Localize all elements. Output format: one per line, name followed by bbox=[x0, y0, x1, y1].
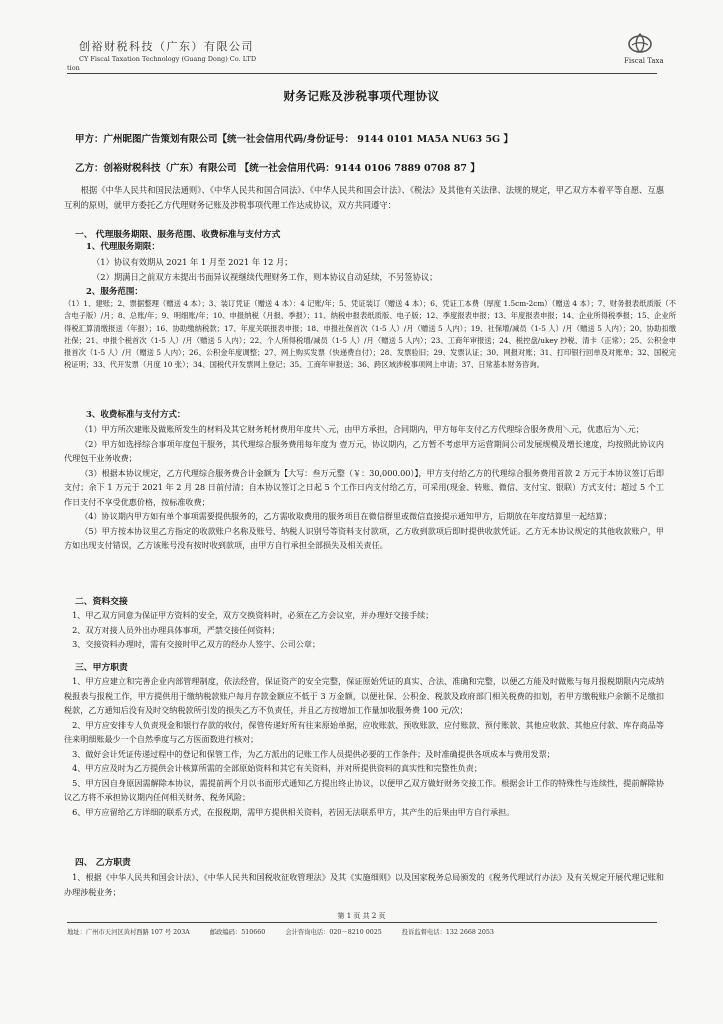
page-number: 第 1 页 共 2 页 bbox=[337, 912, 386, 920]
fee-heading: 3、收费标准与支付方式： bbox=[86, 410, 186, 420]
service-period-heading: 1、代理服务期限： bbox=[86, 242, 160, 252]
service-scope-heading: 2、服务范围： bbox=[86, 287, 143, 297]
fee-terms bbox=[64, 422, 664, 553]
duty-a-item-2: 2、甲方应安排专人负责现金和银行存款的收付，保管传递好所有往来原始单据，应收账款、预收账款、应付账款、预付账款、其他应收款、其他应付款、库存商品等往来明细账最少一个自然季度与乙方医面数进行核对； bbox=[64, 719, 664, 744]
duty-a-item-6: 6、甲方应留给乙方详细的联系方式，在报税期，需甲方提供相关资料，若因无法联系甲方，其产生的后果由甲方自行承担。 bbox=[72, 806, 515, 817]
document-title: 财务记账及涉税事项代理协议 bbox=[283, 89, 440, 103]
fee-item-3: （3）根据本协议规定，乙方代理综合服务费合计金额为【大写：叁万元整（￥：30,000.00）】，甲方支付给乙方的代理综合服务费用首款 2 万元于本协议签订后即支付；余下 1 万元于 2021 年 2 月 28 日前付清；自本协议签订之日起 5 个工作日内支付给乙方，可采用(现金、转账、微信、支付宝、银联）方式支付；超过 5 个工作日支付不享受优惠价格，按标准收费； bbox=[64, 467, 664, 507]
duty-a-item-5: 5、甲方因自身原因需解除本协议，需提前两个月以书面形式通知乙方提出终止协议，以便甲乙双方做好财务交接工作。根据会计工作的特殊性与连续性，提前解除协议乙方将不承担协议期内任何相关财务、税务风险； bbox=[64, 777, 664, 802]
party-a-duties bbox=[64, 674, 664, 819]
company-logo-icon bbox=[627, 30, 653, 56]
footer-contact bbox=[67, 927, 512, 936]
section-4-heading: 四、 乙方职责 bbox=[75, 858, 131, 868]
duty-b-item-1: 1、根据《中华人民共和国会计法》、《中华人民共和国税收征收管理法》及其《实施细则》以及国家税务总局颁发的《税务代理试行办法》及有关规定开展代理记账和办理涉税业务； bbox=[64, 872, 664, 897]
period-line-1: （1）协议有效期从 2021 年 1 月至 2021 年 12 月； bbox=[92, 257, 293, 267]
fee-item-5: （5）甲方按本协议里乙方指定的收款账户名称及账号、纳税人识别号等资料支付款项，乙方收到款项后即时提供收款凭证。乙方无本协议规定的其他收款账户，甲方如出现支付错误，乙方该账号没有按时收到款项，由甲方自行承担全部损失及相关责任。 bbox=[64, 525, 664, 550]
handover-terms bbox=[64, 608, 664, 652]
duty-a-item-4: 4、甲方应及时为乙方提供会计核算所需的全部原始资料和其它有关资料，并对所提供资料的真实性和完整性负责； bbox=[72, 763, 482, 773]
section-1-heading: 一、 代理服务期限、服务范围、收费标准与支付方式 bbox=[75, 230, 281, 240]
footer-complaint: 投诉监督电话：132 2668 2053 bbox=[401, 929, 494, 936]
logo-text: Fiscal Taxa bbox=[624, 57, 664, 65]
footer-postcode: 邮政编码：510660 bbox=[209, 929, 266, 936]
handover-item-1: 1、甲乙双方同意为保证甲方资料的安全，双方交换资料时，必须在乙方会议室，并办理好交接手续； bbox=[72, 610, 434, 620]
intro-paragraph bbox=[64, 183, 664, 212]
party-a: 甲方：广州昵图广告策划有限公司【统一社会信用代码/身份证号： 9144 0101 MA5A NU63 5G 】 bbox=[75, 134, 513, 145]
period-line-2: （2）期满日之前双方未提出书面异议视继续代理财务工作，则本协议自动延续，不另签协议； bbox=[92, 272, 438, 282]
footer-phone: 会计咨询电话：020－8210 0025 bbox=[285, 929, 382, 936]
handover-item-3: 3、交接资料办理时，需有交接时甲乙双方的经办人签字、公司公章； bbox=[72, 639, 321, 649]
company-name-en-cont: tion bbox=[67, 64, 80, 72]
fee-item-2: （2）甲方如选择综合事项年度包干服务，其代理综合服务费用每年度为 壹万元，协议期内，乙方暂不考虑甲方运营期间公司发展规模及增长速度，均按照此协议内代理包干业务收费； bbox=[64, 438, 664, 463]
service-scope-list: （1）1、建账；2、票据整理（赠送 4 本）；3、装订凭证（赠送 4 本）：4 记账/年；5、凭证装订（赠送 4 本）；6、凭证工本费（厚度 1.5cm-2cm）（赠送 4 本）；7、财务报表纸质版（不含电子版）/月；8、总账/年；9、明细账/年；10、申报纳税（月报、季报）；11、纳税申报表纸质版、电子版；12、季度报表申报；13、年度报表申报；14、企业所得税季报；15、企业所得税汇算清缴报送（年报）；16、协助缴纳税款；17、年度关联报表申报；18、申报社保首次（1-5 人）/月（赠送 5 人内）；19、社保增/减员（1-5 人）/月（赠送 5 人内）；20、协助扣缴社保；21、申报个税首次（1-5 人）/月（赠送 5 人内）；22、个人所得税增/减员（1-5 人）/月（赠送 5 人内）；23、工商年审报送；24、税控盘/ukey 抄税、清卡（正常）；25、公积金申报首次（1-5 人）/月（赠送 5 人内）；26、公积金年度调整；27、网上购买发票（快递费自付）；28、发票验旧；29、发票认证；30、网报对账；31、打印银行回单及对账单；32、国税完税证明；33、代开发票（月度 10 张）；34、国税代开发票网上登记；35、工商年审报送；36、跨区域涉税事项网上申请；37、日常基本财务咨询。 bbox=[64, 299, 676, 370]
company-name-cn: 创裕财税科技（广东）有限公司 bbox=[79, 40, 254, 53]
intro-text: 根据《中华人民共和国民法通则》、《中华人民共和国合同法》、《中华人民共和国会计法》、《税法》及其他有关法律、法规的规定，甲乙双方本着平等自愿、互惠互利的原则，就甲方委托乙方代理财务记账及涉税事项代理工作达成协议，双方共同遵守： bbox=[64, 185, 664, 210]
party-b: 乙方：创裕财税科技（广东）有限公司 【统一社会信用代码：9144 0106 7889 0708 87 】 bbox=[75, 163, 480, 174]
duty-a-item-3: 3、做好会计凭证传递过程中的登记和保管工作，为乙方派出的记账工作人员提供必要的工作条件；及时准确提供各项成本与费用发票； bbox=[72, 748, 555, 759]
section-3-heading: 三、甲方职责 bbox=[75, 663, 128, 673]
fee-item-4: （4）协议期内甲方如有单个事项需要提供服务的，乙方需收取费用的服务项目在微信群里或微信直接提示通知甲方，后期放在年度结算里一起结算； bbox=[80, 511, 612, 521]
header-divider bbox=[67, 73, 657, 74]
section-2-heading: 二、资料交接 bbox=[75, 597, 128, 607]
footer-address: 地址：广州市天河区黄村西路 107 号 203A bbox=[67, 929, 190, 936]
party-b-duties bbox=[64, 870, 664, 899]
company-name-en: CY Fiscal Taxation Technology (Guang Dong) Co. LTD bbox=[79, 55, 257, 63]
handover-item-2: 2、双方对接人员外出办理具体事项，严禁交接任何资料； bbox=[72, 624, 280, 635]
fee-item-1: （1）甲方所次建账及做账所发生的材料及其它财务耗材费用年度共＼元，由甲方承担，合同期内，甲方每年支付乙方代理综合服务费用＼元，优惠后为＼元； bbox=[80, 424, 644, 434]
footer-divider bbox=[67, 922, 657, 923]
duty-a-item-1: 1、甲方应建立和完善企业内部管理制度，依法经营，保证资产的安全完整，保证原始凭证的真实、合法、准确和完整，以便乙方能及时做账与每月报税期限内完成纳税报表与报税工作，甲方提供用于缴纳税款账户每月存款金额应不低于 3 万金额，以便社保、公积金、税款及政府部门相关税费的扣划，若甲方缴税账户余额不足缴扣税款，乙方通知后没有及时交纳税款所引发的损失乙方不负责任，并且乙方按增加工作量加收服务费 100 元/次； bbox=[64, 676, 664, 715]
